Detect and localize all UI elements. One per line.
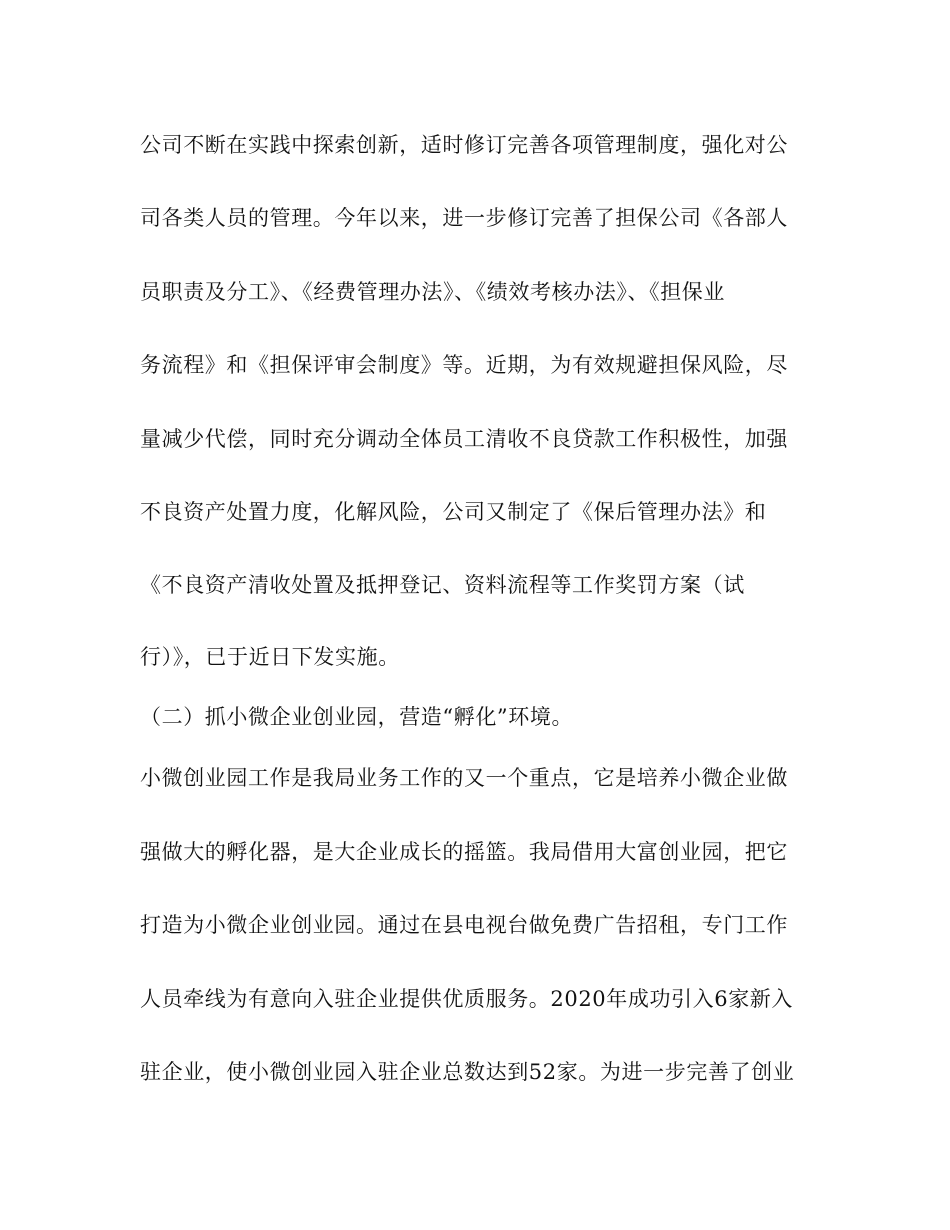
section-heading: （二）抓小微企业创业园，营造“孵化”环境。 [140, 705, 574, 729]
text-line: 司各类人员的管理。今年以来，进一步修订完善了担保公司《各部人 [140, 206, 788, 230]
text-line: 小微创业园工作是我局业务工作的又一个重点，它是培养小微企业做 [140, 766, 788, 790]
text-line: 打造为小微企业创业园。通过在县电视台做免费广告招租，专门工作 [140, 913, 788, 937]
text-line: 人员牵线为有意向入驻企业提供优质服务。2020年成功引入6家新入 [140, 987, 794, 1011]
text-line: 务流程》和《担保评审会制度》等。近期，为有效规避担保风险，尽 [140, 353, 788, 377]
text-line: 公司不断在实践中探索创新，适时修订完善各项管理制度，强化对公 [140, 133, 788, 157]
text-line: 驻企业，使小微创业园入驻企业总数达到52家。为进一步完善了创业 [140, 1060, 795, 1084]
text-line: 强做大的孵化器，是大企业成长的摇篮。我局借用大富创业园，把它 [140, 840, 788, 864]
text-line: 行）》，已于近日下发实施。 [140, 645, 400, 669]
text-line: 量减少代偿，同时充分调动全体员工清收不良贷款工作积极性，加强 [140, 427, 788, 451]
text-line: 不良资产处置力度，化解风险，公司又制定了《保后管理办法》和 [140, 500, 767, 524]
text-line: 员职责及分工》、《经费管理办法》、《绩效考核办法》、《担保业 [140, 280, 725, 304]
text-line: 《不良资产清收处置及抵押登记、资料流程等工作奖罚方案（试 [140, 573, 745, 597]
